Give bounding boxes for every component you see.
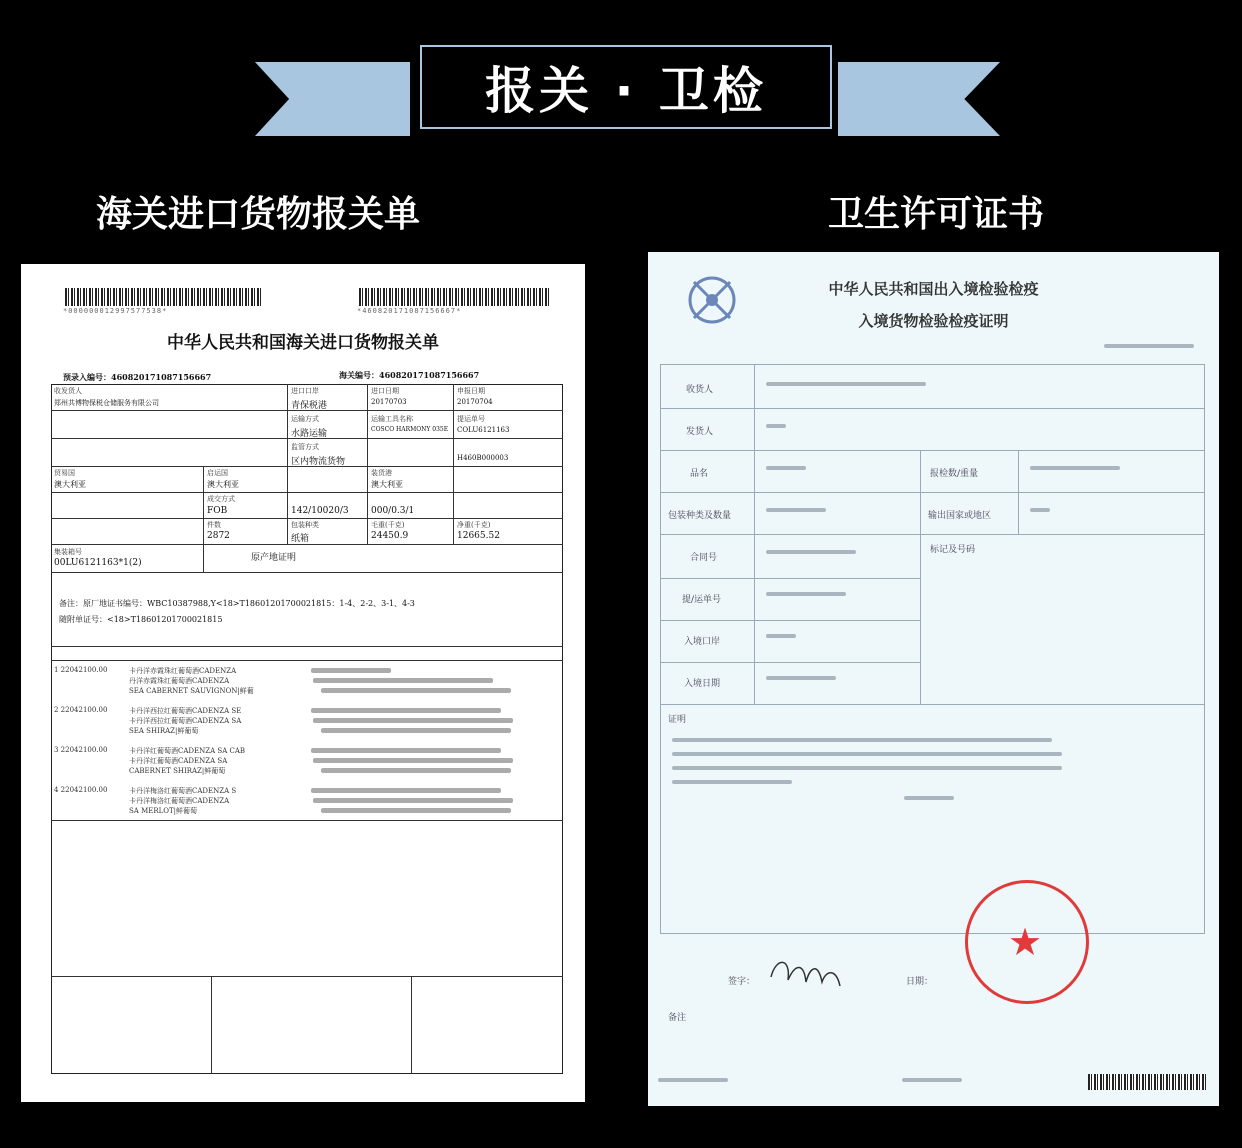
item-2-name: 卡丹洋西拉红葡萄酒CADENZA SE [129, 707, 242, 715]
item-1-code: 1 22042100.00 [54, 666, 108, 674]
bill-value: COLU6121163 [457, 426, 510, 434]
banner-title: 报关 · 卫检 [485, 62, 767, 120]
row-entry-date: 入境日期 [684, 679, 721, 689]
record-number-value: H460B000003 [457, 454, 509, 462]
item-1-name-2: 丹洋赤霞珠红葡萄酒CADENZA [129, 677, 230, 685]
item-2-name-3: SEA SHIRAZ|鲜葡萄 [129, 727, 199, 735]
supervision-label: 监管方式 [291, 443, 319, 451]
row-product-name: 品名 [690, 469, 709, 479]
health-certificate-document [648, 252, 1219, 1106]
barcode-right [359, 288, 549, 306]
item-4-name: 卡丹洋梅洛红葡萄酒CADENZA S [129, 787, 237, 795]
packages-label: 件数 [207, 521, 221, 529]
item-4-name-3: SA MERLOT|鲜葡萄 [129, 807, 198, 815]
trade-country-value: 澳大利亚 [54, 480, 86, 489]
item-4-code: 4 22042100.00 [54, 786, 108, 794]
import-port-value: 青保税港 [291, 401, 328, 411]
terms-value: FOB [207, 506, 228, 516]
date-label: 日期： [906, 977, 934, 987]
signature-scribble [766, 952, 846, 992]
transport-value: 水路运输 [291, 429, 328, 439]
item-1-name: 卡丹洋赤霞珠红葡萄酒CADENZA [129, 667, 237, 675]
item-3-name-3: CABERNET SHIRAZ|鲜葡萄 [129, 767, 226, 775]
item-3-code: 3 22042100.00 [54, 746, 108, 754]
consignee-label: 收发货人 [54, 387, 82, 395]
row-consignor: 发货人 [686, 427, 714, 437]
item-3-name: 卡丹洋红葡萄酒CADENZA SA CAB [129, 747, 246, 755]
remarks-text-2: 随附单证号：<18>T18601201700021815 [59, 615, 223, 624]
insurance-value: 000/0.3/1 [371, 506, 415, 516]
import-port-label: 进口口岸 [291, 387, 319, 395]
attached-docs-value: 原产地证明 [251, 553, 297, 563]
import-date-label: 进口日期 [371, 387, 399, 395]
customs-doc-title: 中华人民共和国海关进口货物报关单 [167, 333, 439, 353]
import-date-value: 20170703 [371, 398, 407, 406]
row-consignee: 收货人 [686, 385, 714, 395]
results-label: 证明 [668, 715, 687, 725]
item-4-name-2: 卡丹洋梅洛红葡萄酒CADENZA [129, 797, 230, 805]
net-weight-value: 12665.52 [457, 531, 500, 541]
vessel-label: 运输工具名称 [371, 415, 413, 423]
health-doc-title-2: 入境货物检验检疫证明 [858, 312, 1009, 330]
bill-label: 提运单号 [457, 415, 485, 423]
banner-ribbon-left [255, 62, 410, 136]
row-bill: 提/运单号 [682, 595, 722, 605]
customs-declaration-document [21, 264, 585, 1102]
origin-country-label: 启运国 [207, 469, 228, 477]
health-barcode [1088, 1074, 1206, 1090]
origin-country-value: 澳大利亚 [207, 480, 239, 489]
row-contract: 合同号 [690, 553, 718, 563]
package-type-label: 包装种类 [291, 521, 319, 529]
barcode-left [65, 288, 263, 306]
seal-star-icon: ★ [1008, 920, 1043, 964]
supervision-value: 区内物流货物 [291, 457, 346, 467]
vessel-value: COSCO HARMONY 035E [371, 426, 449, 433]
declare-date-value: 20170704 [457, 398, 493, 406]
item-1-name-3: SEA CABERNET SAUVIGNON|鲜葡 [129, 687, 254, 695]
row-packaging: 包装种类及数量 [668, 511, 732, 521]
packages-value: 2872 [207, 531, 230, 541]
banner-ribbon-right [838, 62, 1000, 136]
row-quantity-weight: 报检数/重量 [930, 469, 979, 479]
row-entry-port: 入境口岸 [684, 637, 721, 647]
caption-health: 卫生许可证书 [828, 194, 1045, 235]
transport-label: 运输方式 [291, 415, 319, 423]
consignee-value: 郑州共博物保税仓储服务有限公司 [54, 399, 159, 407]
item-2-name-2: 卡丹洋西拉红葡萄酒CADENZA SA [129, 717, 242, 725]
caption-customs: 海关进口货物报关单 [96, 194, 421, 235]
gross-weight-value: 24450.9 [371, 531, 409, 541]
sign-label: 签字： [728, 977, 756, 987]
pre-entry-number: 预录入编号：460820171087156667 [63, 372, 212, 382]
customs-number: 海关编号：460820171087156667 [339, 370, 480, 380]
note-label: 备注 [668, 1013, 687, 1023]
container-label: 集装箱号 [54, 548, 82, 556]
item-2-code: 2 22042100.00 [54, 706, 108, 714]
freight-value: 142/10020/3 [291, 506, 349, 516]
remarks-text: 备注：原厂地证书编号：WBC10387988,Y<18>T18601201700021815：1-4、2-2、3-1、4-3 [59, 599, 415, 608]
barcode-left-number: *000000012997577538* [63, 307, 168, 315]
loading-port-label: 装货港 [371, 469, 392, 477]
row-export-country: 输出国家或地区 [928, 511, 992, 521]
package-type-value: 纸箱 [291, 534, 310, 544]
health-doc-title-1: 中华人民共和国出入境检验检疫 [828, 280, 1039, 298]
net-weight-label: 净重(千克) [457, 521, 491, 529]
banner-title-box [420, 45, 832, 129]
loading-port-value: 澳大利亚 [371, 480, 403, 489]
trade-country-label: 贸易国 [54, 469, 75, 477]
terms-label: 成交方式 [207, 495, 235, 503]
gross-weight-label: 毛重(千克) [371, 521, 405, 529]
declare-date-label: 申报日期 [457, 387, 485, 395]
row-marks: 标记及号码 [930, 545, 976, 555]
container-value: 00LU6121163*1(2) [54, 558, 142, 568]
barcode-right-number: *460820171087156667* [357, 307, 462, 315]
item-3-name-2: 卡丹洋红葡萄酒CADENZA SA [129, 757, 228, 765]
